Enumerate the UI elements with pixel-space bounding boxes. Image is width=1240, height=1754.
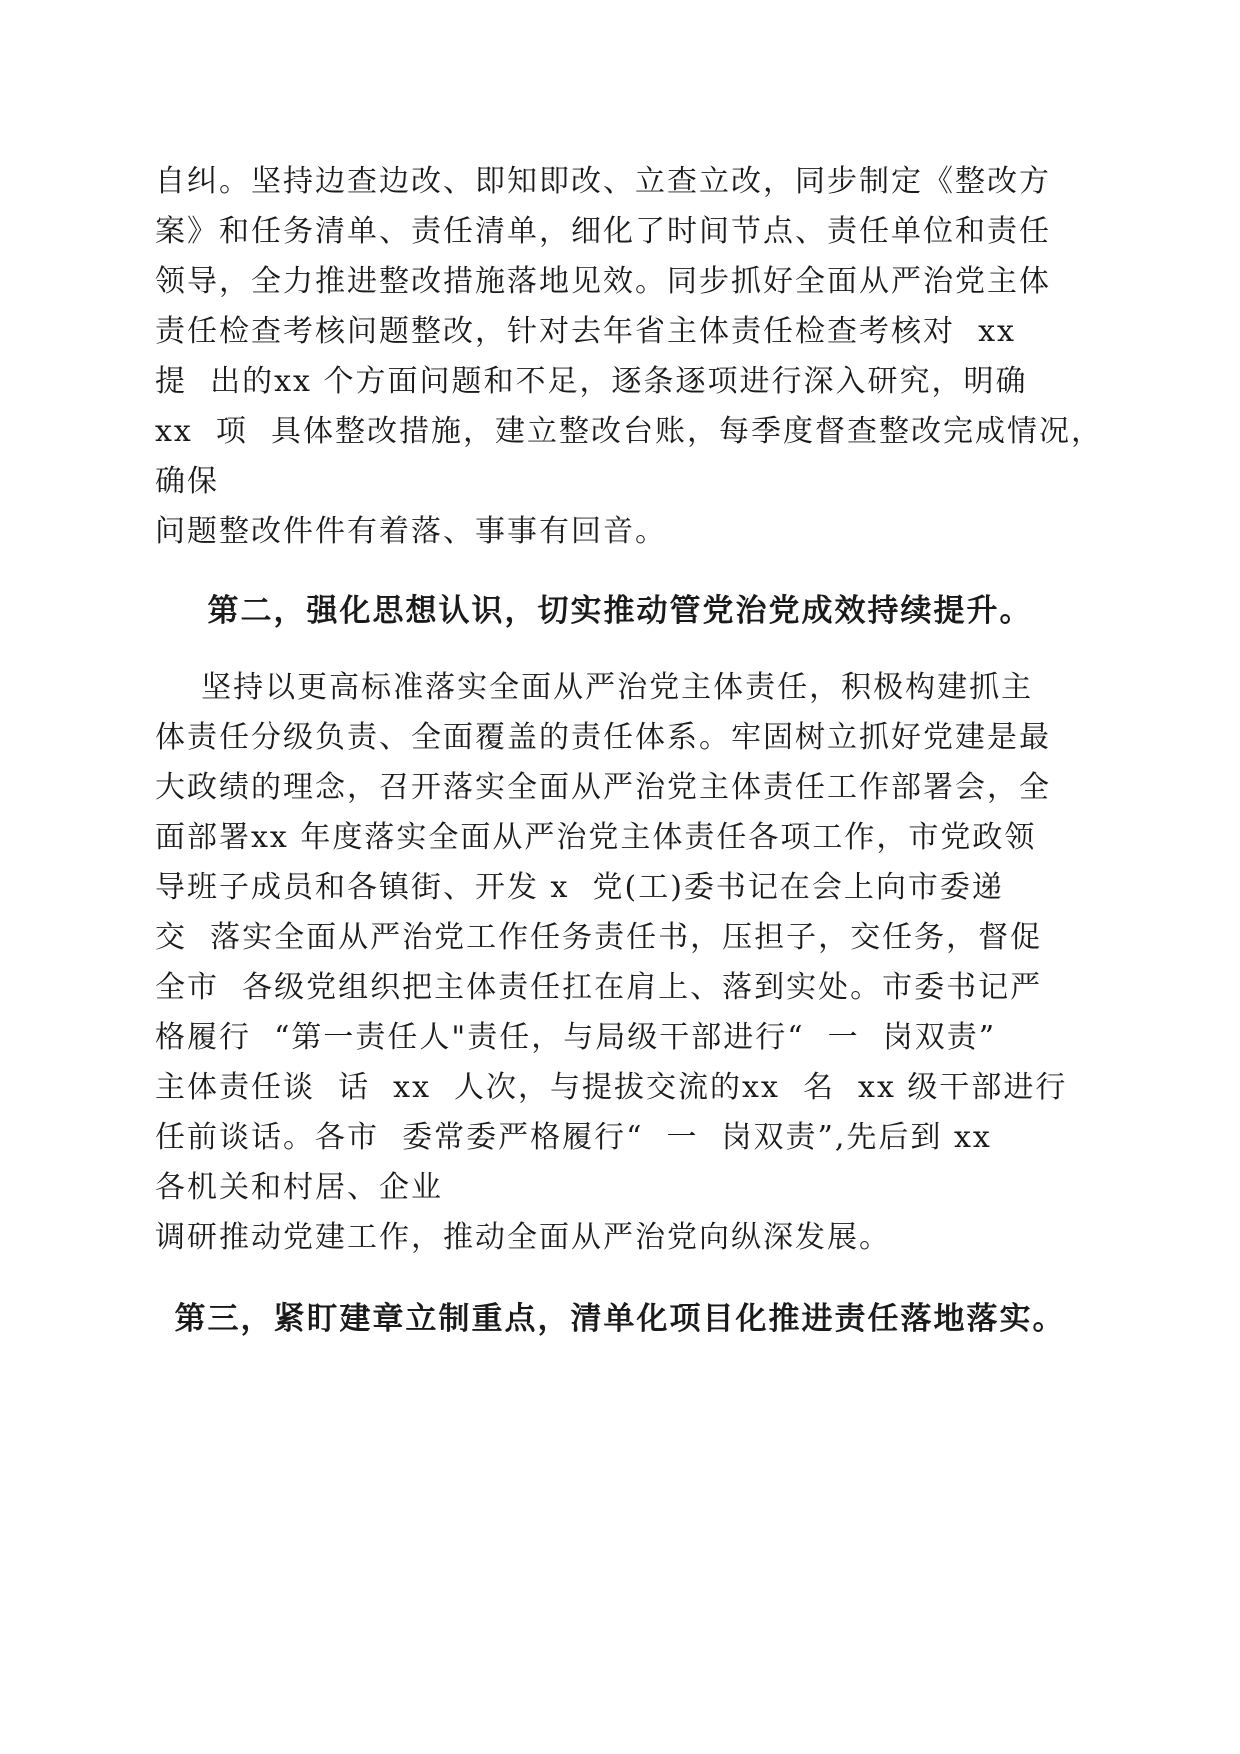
paragraph-2-line-7: 全市 各级党组织把主体责任扛在肩上、落到实处。市委书记严 [155, 970, 1043, 1005]
paragraph-1-line-5: 提 出的xx 个方面问题和不足，逐条逐项进行深入研究，明确 [155, 364, 1028, 399]
paragraph-2-line-5: 导班子成员和各镇街、开发 x 党(工)委书记在会上向市委递 [155, 870, 1004, 905]
paragraph-2-line-11: 各机关和村居、企业 [155, 1170, 443, 1205]
paragraph-1-line-2: 案》和任务清单、责任清单，细化了时间节点、责任单位和责任 [155, 214, 1051, 249]
paragraph-2-line-9: 主体责任谈 话 xx 人次，与提拔交流的xx 名 xx 级干部进行 [155, 1070, 1068, 1105]
section-heading-3: 第三，紧盯建章立制重点，清单化项目化推进责任落地落实。 [174, 1301, 1066, 1337]
paragraph-2-line-10: 任前谈话。各市 委常委严格履行“ 一 岗双责”,先后到 xx [155, 1120, 992, 1155]
paragraph-1-line-3: 领导，全力推进整改措施落地见效。同步抓好全面从严治党主体 [155, 264, 1051, 299]
paragraph-2-line-6: 交 落实全面从严治党工作任务责任书，压担子，交任务，督促 [155, 920, 1043, 955]
paragraph-1-line-4: 责任检查考核问题整改，针对去年省主体责任检查考核对 xx [155, 314, 1016, 349]
paragraph-2-line-3: 大政绩的理念，召开落实全面从严治党主体责任工作部署会，全 [155, 770, 1051, 805]
paragraph-2-line-12: 调研推动党建工作，推动全面从严治党向纵深发展。 [155, 1220, 891, 1255]
paragraph-2-line-1: 坚持以更高标准落实全面从严治党主体责任，积极构建抓主 [155, 670, 1034, 705]
paragraph-2-line-2: 体责任分级负责、全面覆盖的责任体系。牢固树立抓好党建是最 [155, 720, 1051, 755]
paragraph-1-line-7: 确保 [155, 464, 219, 499]
section-heading-2: 第二，强化思想认识，切实推动管党治党成效持续提升。 [207, 593, 1033, 629]
paragraph-1-line-1: 自纠。坚持边查边改、即知即改、立查立改，同步制定《整改方 [155, 164, 1051, 199]
paragraph-2-line-4: 面部署xx 年度落实全面从严治党主体责任各项工作，市党政领 [155, 820, 1037, 855]
paragraph-2-line-8: 格履行 “第一责任人"责任，与局级干部进行“ 一 岗双责” [155, 1020, 997, 1055]
paragraph-1-line-8: 问题整改件件有着落、事事有回音。 [155, 514, 667, 549]
paragraph-1-line-6: xx 项 具体整改措施，建立整改台账，每季度督查整改完成情况， [155, 414, 1103, 449]
